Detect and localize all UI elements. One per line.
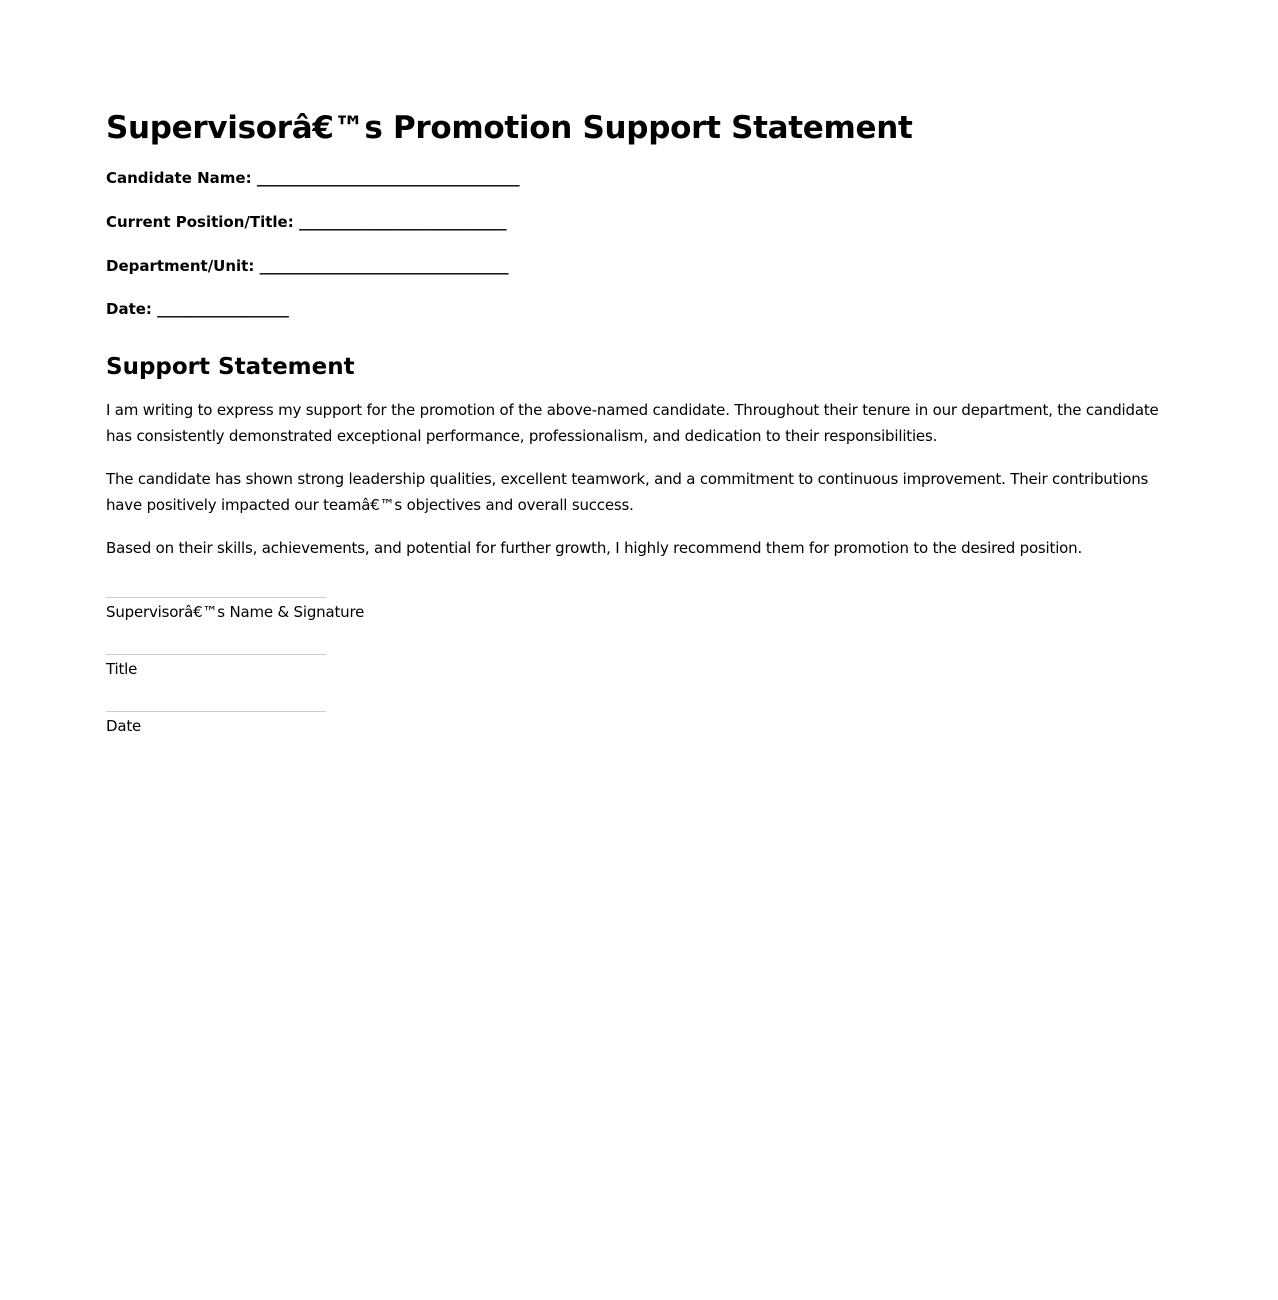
field-label: Candidate Name: (106, 169, 252, 187)
date-field (106, 299, 288, 319)
supervisor-signature-label: Supervisorâ€™s Name & Signature (106, 603, 365, 621)
field-label: Date: (106, 300, 152, 318)
field-blank-line: ______________________________ (298, 213, 506, 231)
date-label: Date (106, 717, 142, 735)
statement-paragraph-2: The candidate has shown strong leadership qualities, excellent teamwork, and a commitment to continuous improvement. Their contributions have positively impacted our teamâ€™s objectives and overall success. (106, 470, 1149, 514)
field-label: Department/Unit: (106, 257, 255, 275)
field-blank-line: ___________________ (157, 300, 289, 318)
section-heading: Support Statement (106, 354, 355, 380)
field-label: Current Position/Title: (106, 213, 294, 231)
title-line (106, 654, 326, 655)
field-blank-line: ______________________________________ (256, 169, 520, 187)
statement-paragraph-3: Based on their skills, achievements, and potential for further growth, I highly recommend them for promotion to the desired position. (106, 539, 1083, 557)
signature-line (106, 597, 326, 598)
field-blank-line: ____________________________________ (259, 257, 508, 275)
candidate-name-field (106, 168, 519, 188)
current-position-field (106, 212, 506, 232)
statement-paragraph-1: I am writing to express my support for the promotion of the above-named candidate. Throughout their tenure in our department, the candidate has consistently demonstrated exceptional performance, professionalism, and dedication to their responsibilities. (106, 401, 1159, 445)
date-line (106, 711, 326, 712)
title-label: Title (106, 660, 138, 678)
department-unit-field (106, 256, 508, 276)
document-title: Supervisorâ€™s Promotion Support Statement (106, 110, 913, 146)
